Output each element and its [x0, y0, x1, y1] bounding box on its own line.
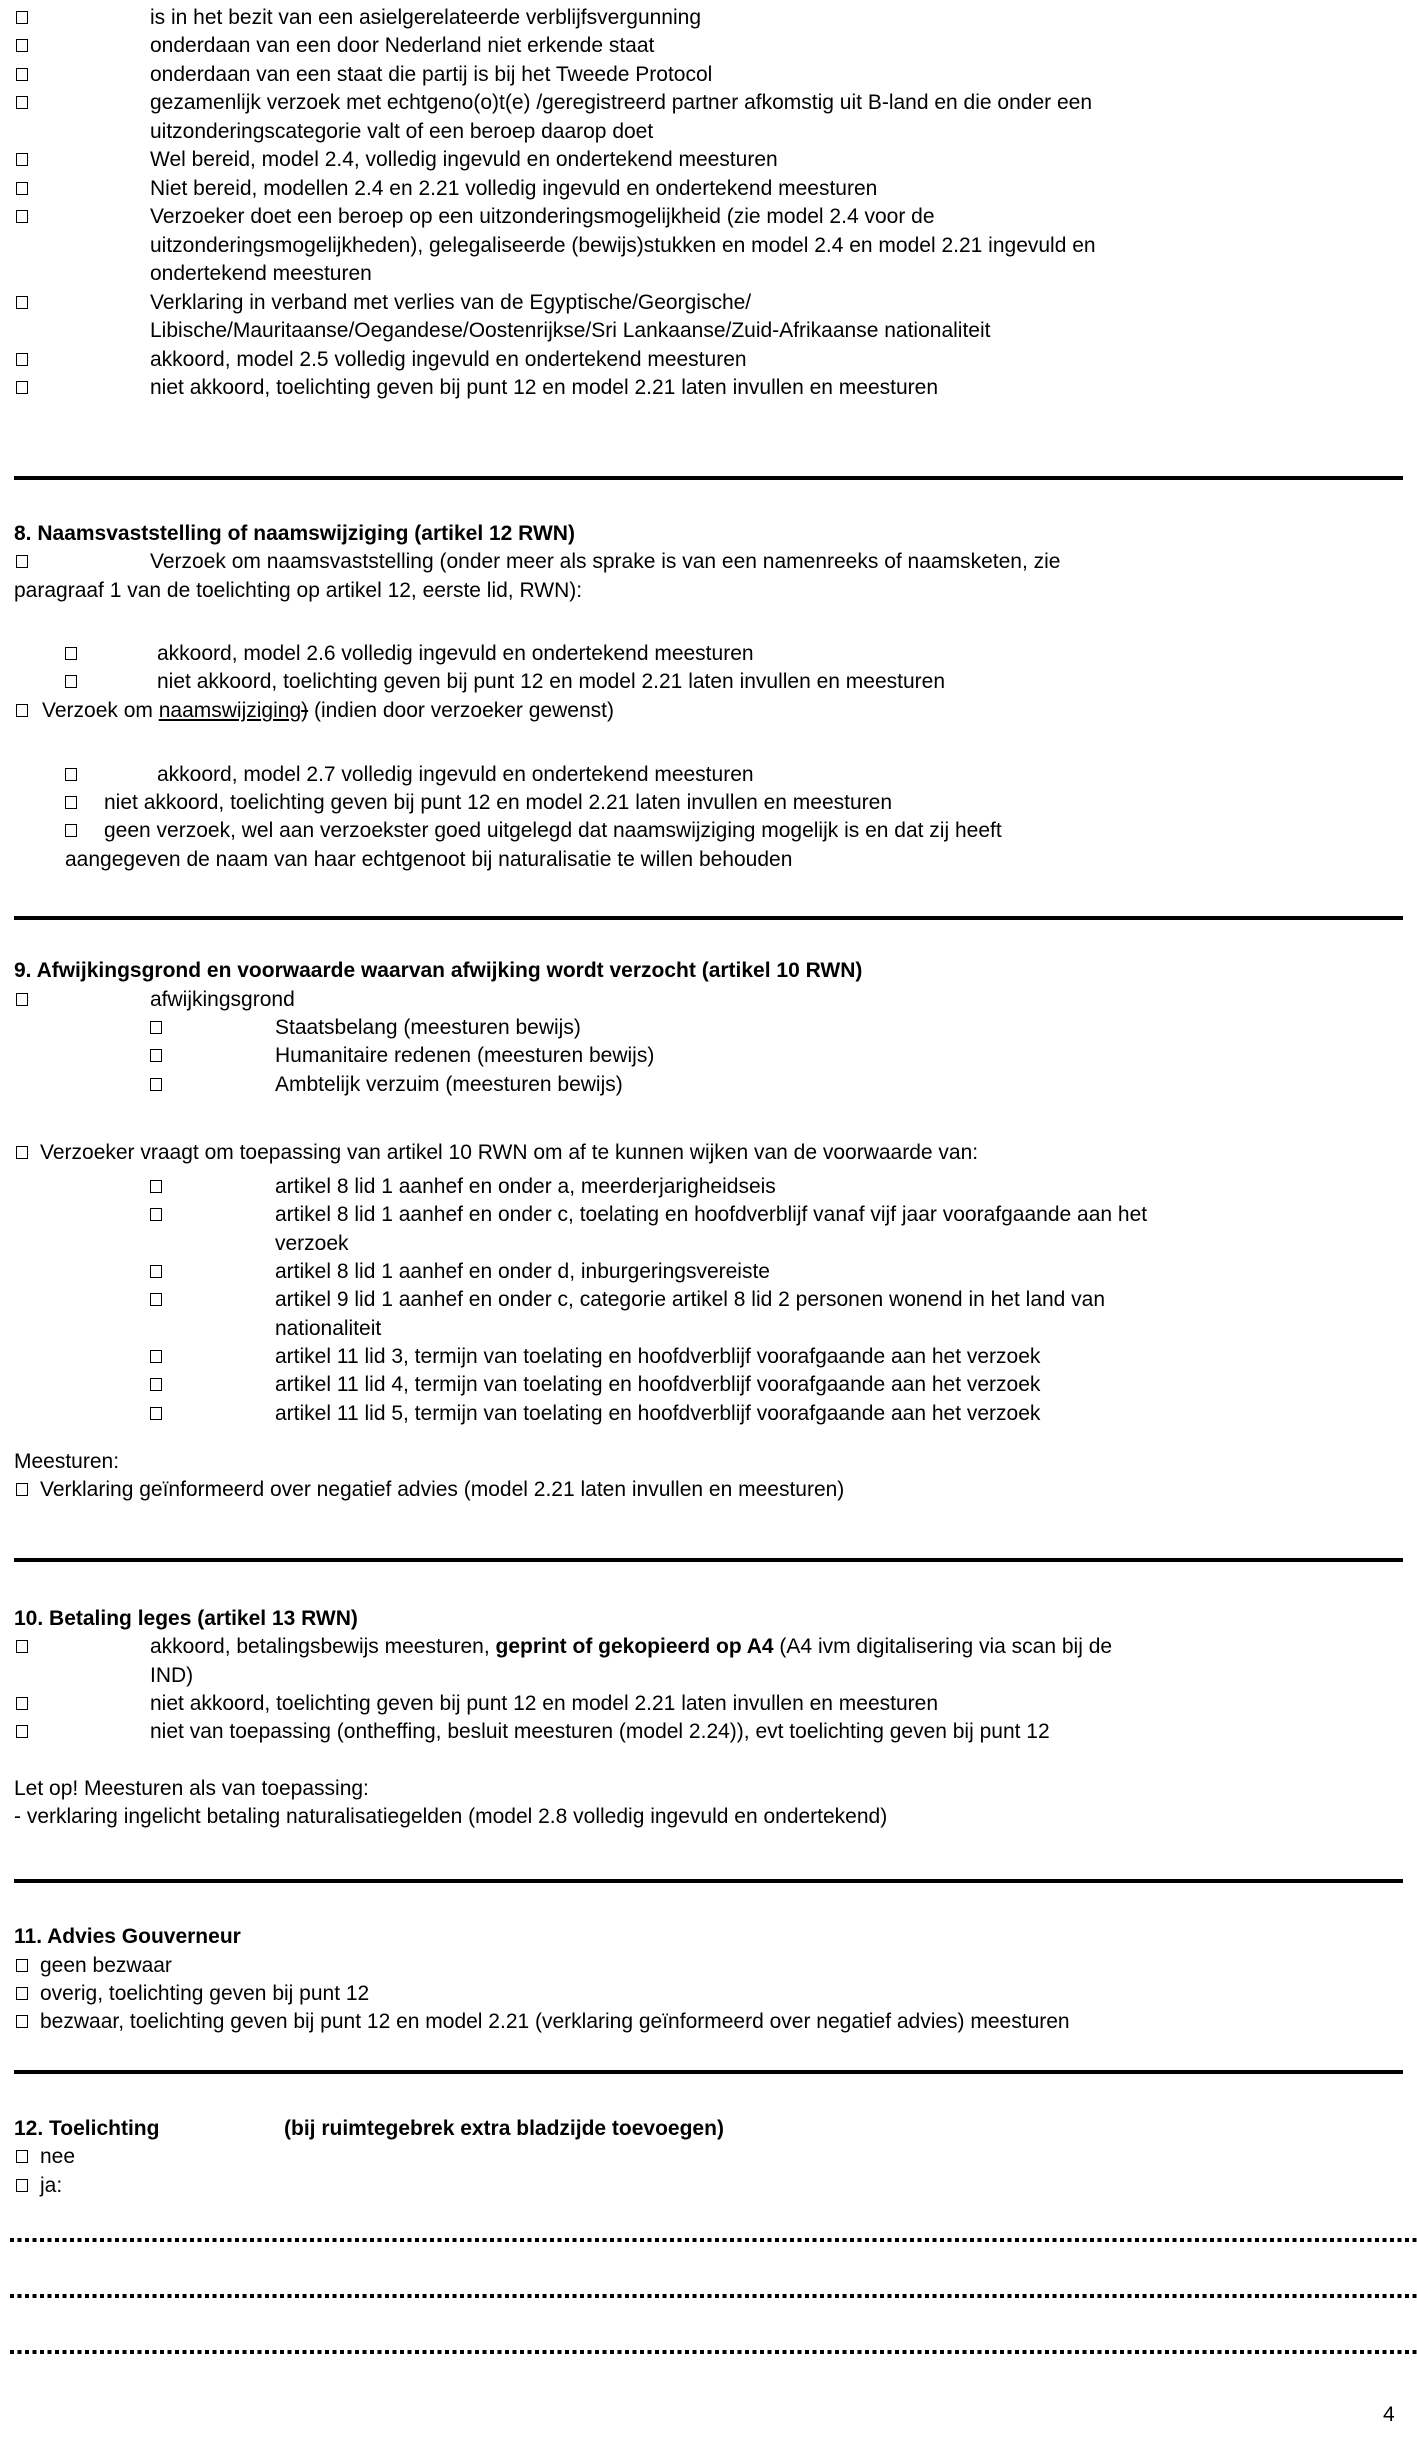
option-label: Verzoeker vraagt om toepassing van artikel 10 RWN om af te kunnen wijken van de voorwaarde van:: [40, 1141, 979, 1164]
checkbox[interactable]: [16, 39, 28, 52]
form-option-row: [0, 2171, 1417, 2200]
form-option-row: [0, 788, 1417, 817]
heading-text: 10. Betaling leges (artikel 13 RWN): [14, 1607, 358, 1630]
form-option-row: [0, 1172, 1417, 1201]
option-label: paragraaf 1 van de toelichting op artikel 12, eerste lid, RWN):: [14, 579, 583, 602]
heading-note: (bij ruimtegebrek extra bladzijde toevoegen): [284, 2117, 724, 2140]
form-option-row: [0, 288, 1417, 317]
label-part: (A4 ivm digitalisering via scan bij de: [773, 1635, 1113, 1658]
option-label: akkoord, model 2.7 volledig ingevuld en ondertekend meesturen: [157, 763, 754, 786]
checkbox[interactable]: [16, 1959, 28, 1972]
option-label: Humanitaire redenen (meesturen bewijs): [275, 1044, 655, 1067]
section-12-heading: [0, 2114, 1417, 2143]
checkbox[interactable]: [65, 824, 77, 837]
checkbox[interactable]: [150, 1407, 162, 1420]
option-label: niet akkoord, toelichting geven bij punt 12 en model 2.21 laten invullen en meesturen: [150, 1692, 939, 1715]
heading-text: 12. Toelichting: [14, 2117, 160, 2140]
option-label: afwijkingsgrond: [150, 988, 295, 1011]
dotted-writing-line[interactable]: [10, 2350, 1417, 2354]
form-option-row: [0, 145, 1417, 174]
form-option-row: [0, 1632, 1417, 1661]
form-option-row: [0, 1041, 1417, 1070]
underlined-label-part: naamswijziging: [158, 699, 302, 722]
option-label: Niet bereid, modellen 2.4 en 2.21 volledig ingevuld en ondertekend meesturen: [150, 177, 878, 200]
checkbox[interactable]: [16, 2179, 28, 2192]
form-option-row: [0, 1951, 1417, 1980]
checkbox[interactable]: [16, 353, 28, 366]
form-option-row: [0, 1689, 1417, 1718]
static-text: [0, 1802, 1417, 1831]
form-option-row: [0, 1285, 1417, 1314]
form-option-row: [0, 1013, 1417, 1042]
checkbox[interactable]: [16, 1640, 28, 1653]
form-option-row: [0, 2007, 1417, 2036]
section-11-heading: [0, 1922, 1417, 1951]
checkbox[interactable]: [16, 993, 28, 1006]
option-label: onderdaan van een staat die partij is bij het Tweede Protocol: [150, 63, 713, 86]
form-option-row: [0, 31, 1417, 60]
option-label: Ambtelijk verzuim (meesturen bewijs): [275, 1073, 623, 1096]
checkbox[interactable]: [16, 68, 28, 81]
option-label: artikel 11 lid 3, termijn van toelating en hoofdverblijf voorafgaande aan het verzoek: [275, 1345, 1041, 1368]
option-label: uitzonderingscategorie valt of een beroep daarop doet: [150, 120, 654, 143]
checkbox[interactable]: [16, 11, 28, 24]
option-label: niet akkoord, toelichting geven bij punt 12 en model 2.21 laten invullen en meesturen: [150, 376, 939, 399]
form-option-row: [0, 760, 1417, 789]
form-option-row: [0, 373, 1417, 402]
section-divider: [14, 916, 1403, 920]
page-footer: [0, 2400, 1417, 2429]
option-label: is in het bezit van een asielgerelateerde verblijfsvergunning: [150, 6, 702, 29]
checkbox[interactable]: [16, 381, 28, 394]
option-label: uitzonderingsmogelijkheden), gelegaliseerde (bewijs)stukken en model 2.4 en model 2.21 ingevuld en: [150, 234, 1096, 257]
form-option-row: [0, 1475, 1417, 1504]
option-continuation: [0, 231, 1417, 260]
option-continuation: [0, 1314, 1417, 1343]
form-option-row: [0, 60, 1417, 89]
option-label: artikel 8 lid 1 aanhef en onder d, inburgeringsvereiste: [275, 1260, 770, 1283]
checkbox[interactable]: [16, 1697, 28, 1710]
form-option-row: [0, 174, 1417, 203]
form-option-row: [0, 1200, 1417, 1229]
form-option-row: [0, 1979, 1417, 2008]
label-part: (indien door verzoeker gewenst): [308, 699, 614, 722]
section-9-heading: [0, 956, 1417, 985]
option-label: artikel 8 lid 1 aanhef en onder c, toelating en hoofdverblijf vanaf vijf jaar voorafgaande aan het: [275, 1203, 1148, 1226]
form-option-row: [0, 696, 1417, 725]
form-option-row: [0, 202, 1417, 231]
section-8-heading: [0, 519, 1417, 548]
option-label: Verzoek om naamsvaststelling (onder meer als sprake is van een namenreeks of naamsketen, zie: [150, 550, 1061, 573]
static-text: [0, 1774, 1417, 1803]
heading-text: 8. Naamsvaststelling of naamswijziging (artikel 12 RWN): [14, 522, 575, 545]
checkbox[interactable]: [16, 1146, 28, 1159]
form-option-row: [0, 345, 1417, 374]
checkbox[interactable]: [16, 1987, 28, 2000]
checkbox[interactable]: [16, 2015, 28, 2028]
form-option-row: [0, 1070, 1417, 1099]
option-continuation: [0, 259, 1417, 288]
label-part: akkoord, betalingsbewijs meesturen,: [150, 1635, 496, 1658]
checkbox[interactable]: [16, 210, 28, 223]
form-option-row: [0, 1257, 1417, 1286]
checkbox[interactable]: [65, 675, 77, 688]
form-option-row: [0, 985, 1417, 1014]
form-option-row: [0, 1399, 1417, 1428]
option-label: Verklaring geïnformeerd over negatief advies (model 2.21 laten invullen en meesturen): [40, 1478, 845, 1501]
checkbox[interactable]: [16, 182, 28, 195]
option-label: onderdaan van een door Nederland niet erkende staat: [150, 34, 655, 57]
option-label: Verklaring in verband met verlies van de Egyptische/Georgische/: [150, 291, 752, 314]
section-divider: [14, 1879, 1403, 1883]
page-number: 4: [1383, 2403, 1395, 2426]
option-label: [42, 696, 614, 725]
struck-label-part: ): [301, 699, 309, 722]
note-label: Let op! Meesturen als van toepassing:: [14, 1777, 369, 1800]
bold-label-part: geprint of gekopieerd op A4: [495, 1635, 774, 1658]
form-option-row: [0, 1138, 1417, 1167]
label-part: Verzoek om: [42, 699, 159, 722]
heading-text: 9. Afwijkingsgrond en voorwaarde waarvan afwijking wordt verzocht (artikel 10 RWN): [14, 959, 863, 982]
option-label: artikel 11 lid 4, termijn van toelating en hoofdverblijf voorafgaande aan het verzoek: [275, 1373, 1041, 1396]
section-divider: [14, 476, 1403, 480]
checkbox[interactable]: [16, 296, 28, 309]
checkbox[interactable]: [16, 2150, 28, 2163]
checkbox[interactable]: [16, 555, 28, 568]
option-label: akkoord, model 2.6 volledig ingevuld en ondertekend meesturen: [157, 642, 754, 665]
checkbox[interactable]: [65, 768, 77, 781]
section-10-heading: [0, 1604, 1417, 1633]
form-option-row: [0, 639, 1417, 668]
option-label: niet van toepassing (ontheffing, besluit meesturen (model 2.24)), evt toelichting geven bij punt 12: [150, 1720, 1050, 1743]
checkbox[interactable]: [150, 1078, 162, 1091]
option-continuation: [0, 1229, 1417, 1258]
option-continuation: [0, 1661, 1417, 1690]
option-continuation: [0, 845, 1417, 874]
dotted-writing-line[interactable]: [10, 2238, 1417, 2242]
checkbox[interactable]: [16, 704, 28, 717]
option-label: [150, 1632, 1112, 1661]
form-option-row: [0, 88, 1417, 117]
option-label: gezamenlijk verzoek met echtgeno(o)t(e) /geregistreerd partner afkomstig uit B-land en die onder een: [150, 91, 1092, 114]
meesturen-label: Meesturen:: [14, 1450, 120, 1473]
option-label: ja:: [40, 2174, 63, 2197]
form-option-row: [0, 2142, 1417, 2171]
note-item: - verklaring ingelicht betaling naturalisatiegelden (model 2.8 volledig ingevuld en ondertekend): [14, 1805, 888, 1828]
form-option-row: [0, 1370, 1417, 1399]
form-option-row: [0, 1342, 1417, 1371]
option-label: akkoord, model 2.5 volledig ingevuld en ondertekend meesturen: [150, 348, 747, 371]
checkbox[interactable]: [16, 153, 28, 166]
checkbox[interactable]: [150, 1208, 162, 1221]
checkbox[interactable]: [150, 1378, 162, 1391]
checkbox[interactable]: [150, 1049, 162, 1062]
option-label: bezwaar, toelichting geven bij punt 12 en model 2.21 (verklaring geïnformeerd over negatief advies) meesturen: [40, 2010, 1070, 2033]
option-label: geen verzoek, wel aan verzoekster goed uitgelegd dat naamswijziging mogelijk is en dat zij heeft: [104, 819, 1002, 842]
static-text: [0, 1447, 1417, 1476]
form-option-row: [0, 816, 1417, 845]
checkbox[interactable]: [16, 96, 28, 109]
form-option-row: [0, 667, 1417, 696]
option-label: Wel bereid, model 2.4, volledig ingevuld en ondertekend meesturen: [150, 148, 778, 171]
option-label: nationaliteit: [275, 1317, 382, 1340]
option-label: nee: [40, 2145, 76, 2168]
option-label: artikel 9 lid 1 aanhef en onder c, categorie artikel 8 lid 2 personen wonend in het land van: [275, 1288, 1106, 1311]
option-label: niet akkoord, toelichting geven bij punt 12 en model 2.21 laten invullen en meesturen: [104, 791, 893, 814]
checkbox[interactable]: [16, 1725, 28, 1738]
checkbox[interactable]: [65, 647, 77, 660]
option-label: Staatsbelang (meesturen bewijs): [275, 1016, 581, 1039]
form-option-row: [0, 547, 1417, 576]
section-divider: [14, 1558, 1403, 1562]
option-label: artikel 8 lid 1 aanhef en onder a, meerderjarigheidseis: [275, 1175, 776, 1198]
dotted-writing-line[interactable]: [10, 2294, 1417, 2298]
option-label: niet akkoord, toelichting geven bij punt 12 en model 2.21 laten invullen en meesturen: [157, 670, 946, 693]
checkbox[interactable]: [150, 1293, 162, 1306]
checkbox[interactable]: [65, 796, 77, 809]
checkbox[interactable]: [150, 1265, 162, 1278]
option-continuation: [0, 576, 1417, 605]
checkbox[interactable]: [16, 1483, 28, 1496]
option-label: Verzoeker doet een beroep op een uitzonderingsmogelijkheid (zie model 2.4 voor de: [150, 205, 935, 228]
heading-text: 11. Advies Gouverneur: [14, 1925, 241, 1948]
option-label: aangegeven de naam van haar echtgenoot bij naturalisatie te willen behouden: [65, 848, 793, 871]
option-label: overig, toelichting geven bij punt 12: [40, 1982, 370, 2005]
checkbox[interactable]: [150, 1350, 162, 1363]
option-label: artikel 11 lid 5, termijn van toelating en hoofdverblijf voorafgaande aan het verzoek: [275, 1402, 1041, 1425]
section-divider: [14, 2070, 1403, 2074]
option-label: IND): [150, 1664, 194, 1687]
form-option-row: [0, 1717, 1417, 1746]
option-label: Libische/Mauritaanse/Oegandese/Oostenrijkse/Sri Lankaanse/Zuid-Afrikaanse nationaliteit: [150, 319, 991, 342]
option-continuation: [0, 316, 1417, 345]
option-label: ondertekend meesturen: [150, 262, 372, 285]
form-option-row: [0, 3, 1417, 32]
checkbox[interactable]: [150, 1180, 162, 1193]
option-continuation: [0, 117, 1417, 146]
checkbox[interactable]: [150, 1021, 162, 1034]
option-label: verzoek: [275, 1232, 349, 1255]
option-label: geen bezwaar: [40, 1954, 172, 1977]
